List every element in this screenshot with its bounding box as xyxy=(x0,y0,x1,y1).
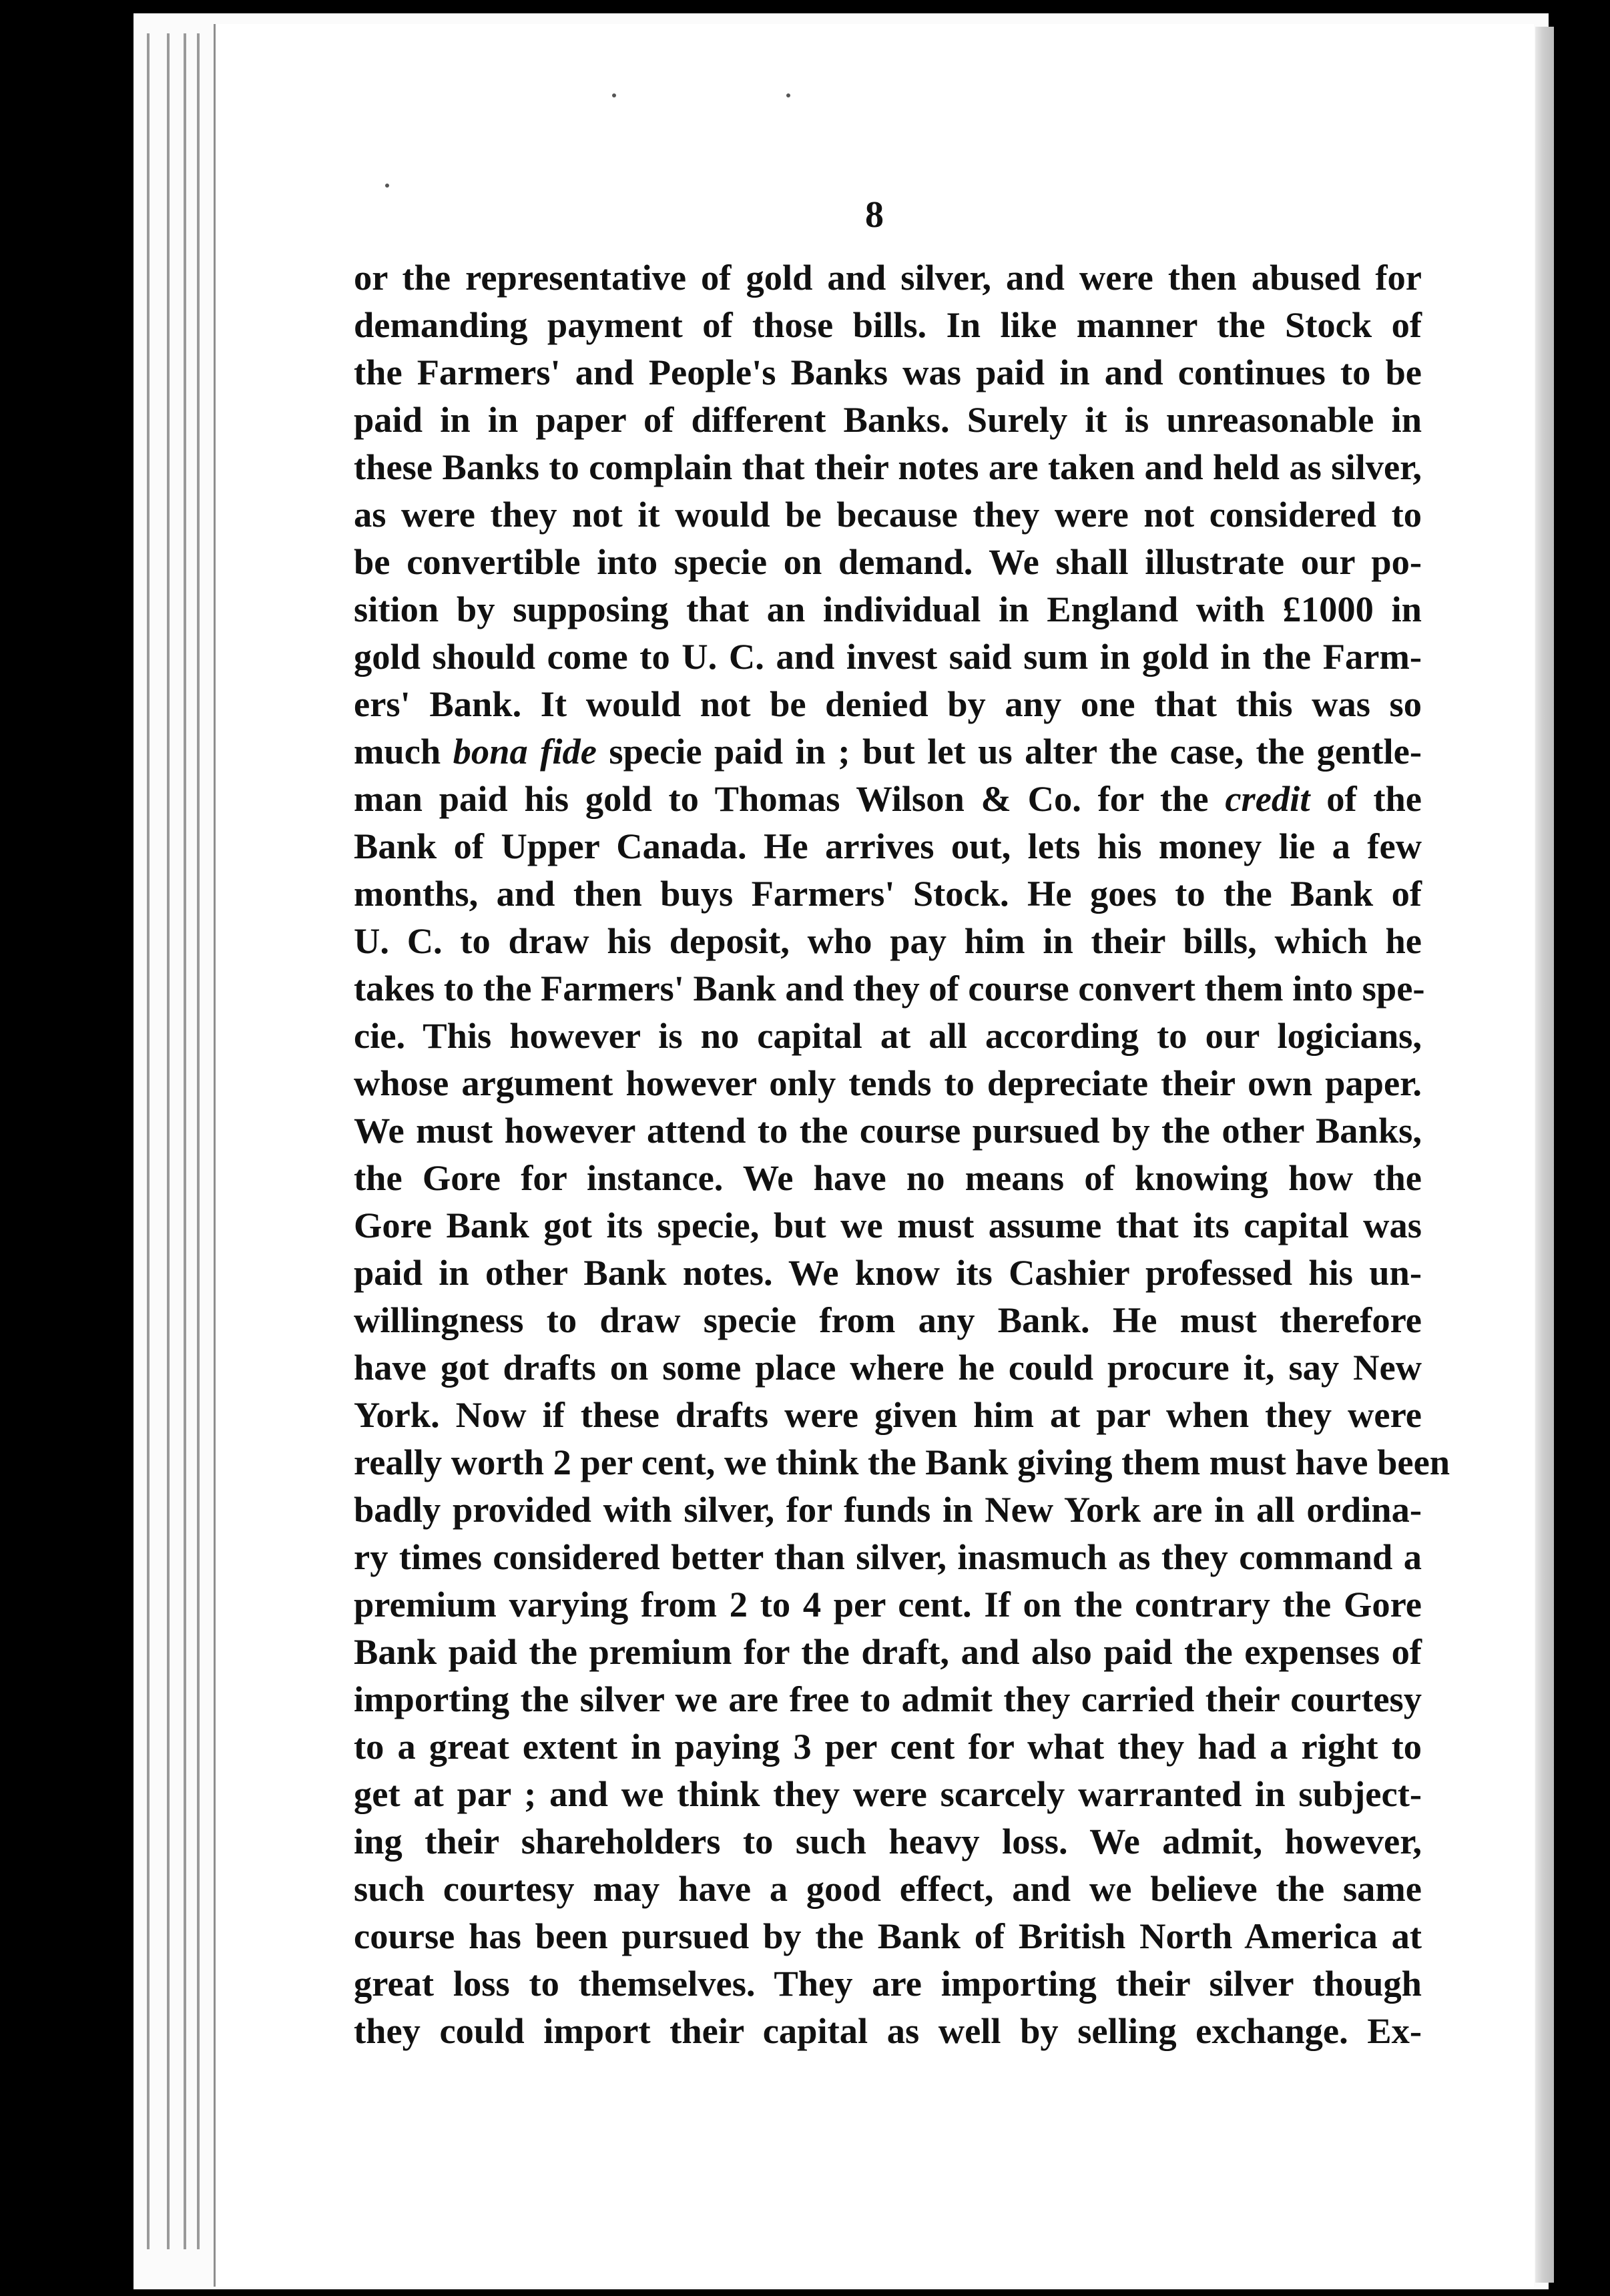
text-line: as were they not it would be because they were not considered to xyxy=(354,494,1422,535)
text-line: Gore Bank got its specie, but we must assume that its capital was xyxy=(354,1205,1422,1245)
text-line: to a great extent in paying 3 per cent for what they had a right to xyxy=(354,1726,1422,1767)
page-edge xyxy=(197,33,200,2249)
text-line: We must however attend to the course pursued by the other Banks, xyxy=(354,1110,1422,1151)
page-gutter-shadow xyxy=(1535,27,1554,2283)
text-line: Bank paid the premium for the draft, and also paid the expenses of xyxy=(354,1631,1422,1672)
text-line: be convertible into specie on demand. We shall illustrate our po- xyxy=(354,541,1422,582)
body-text xyxy=(354,254,1450,2054)
text-line: U. C. to draw his deposit, who pay him in their bills, which he xyxy=(354,920,1422,961)
text-line: whose argument however only tends to depreciate their own paper. xyxy=(354,1063,1422,1103)
text-line: course has been pursued by the Bank of British North America at xyxy=(354,1916,1422,1956)
text-line: premium varying from 2 to 4 per cent. If on the contrary the Gore xyxy=(354,1584,1422,1625)
text-line: the Farmers' and People's Banks was paid in and continues to be xyxy=(354,352,1422,392)
page-edge xyxy=(167,33,170,2249)
text-line: really worth 2 per cent, we think the Bank giving them must have been xyxy=(354,1442,1450,1482)
text-line: such courtesy may have a good effect, and we believe the same xyxy=(354,1868,1422,1909)
text-line: ry times considered better than silver, inasmuch as they command a xyxy=(354,1536,1422,1577)
text-line: importing the silver we are free to admit they carried their courtesy xyxy=(354,1679,1422,1719)
page-edge xyxy=(184,33,186,2249)
text-line: Bank of Upper Canada. He arrives out, lets his money lie a few xyxy=(354,826,1422,866)
text-line: sition by supposing that an individual in England with £1000 in xyxy=(354,589,1422,629)
text-line: the Gore for instance. We have no means of knowing how the xyxy=(354,1157,1422,1198)
text-line: these Banks to complain that their notes are taken and held as silver, xyxy=(354,447,1422,487)
text-line: gold should come to U. C. and invest said sum in gold in the Farm- xyxy=(354,636,1422,677)
text-line: badly provided with silver, for funds in New York are in all ordina- xyxy=(354,1489,1422,1530)
print-speck xyxy=(786,93,790,97)
text-line: or the representative of gold and silver, and were then abused for xyxy=(354,257,1422,298)
text-line: they could import their capital as well by selling exchange. Ex- xyxy=(354,2010,1422,2051)
text-line: much bona fide specie paid in ; but let us alter the case, the gentle- xyxy=(354,731,1422,772)
text-line: demanding payment of those bills. In like manner the Stock of xyxy=(354,304,1422,345)
page-edge xyxy=(147,33,150,2249)
text-line: great loss to themselves. They are importing their silver though xyxy=(354,1963,1422,2004)
text-line: months, and then buys Farmers' Stock. He goes to the Bank of xyxy=(354,873,1422,914)
print-speck xyxy=(612,93,616,97)
text-line: takes to the Farmers' Bank and they of course convert them into spe- xyxy=(354,968,1425,1009)
text-line: get at par ; and we think they were scarcely warranted in subject- xyxy=(354,1773,1422,1814)
text-line: York. Now if these drafts were given him at par when they were xyxy=(354,1394,1422,1435)
text-line: paid in in paper of different Banks. Surely it is unreasonable in xyxy=(354,399,1422,440)
text-line: have got drafts on some place where he could procure it, say New xyxy=(354,1347,1422,1388)
print-speck xyxy=(385,184,389,188)
text-line: paid in other Bank notes. We know its Cashier professed his un- xyxy=(354,1252,1422,1293)
text-line: ing their shareholders to such heavy loss. We admit, however, xyxy=(354,1821,1422,1861)
text-line: willingness to draw specie from any Bank. He must therefore xyxy=(354,1300,1422,1340)
text-line: cie. This however is no capital at all according to our logicians, xyxy=(354,1015,1422,1056)
text-line: ers' Bank. It would not be denied by any one that this was so xyxy=(354,683,1422,724)
page-number: 8 xyxy=(865,194,884,236)
text-line: man paid his gold to Thomas Wilson & Co. for the credit of the xyxy=(354,778,1422,819)
